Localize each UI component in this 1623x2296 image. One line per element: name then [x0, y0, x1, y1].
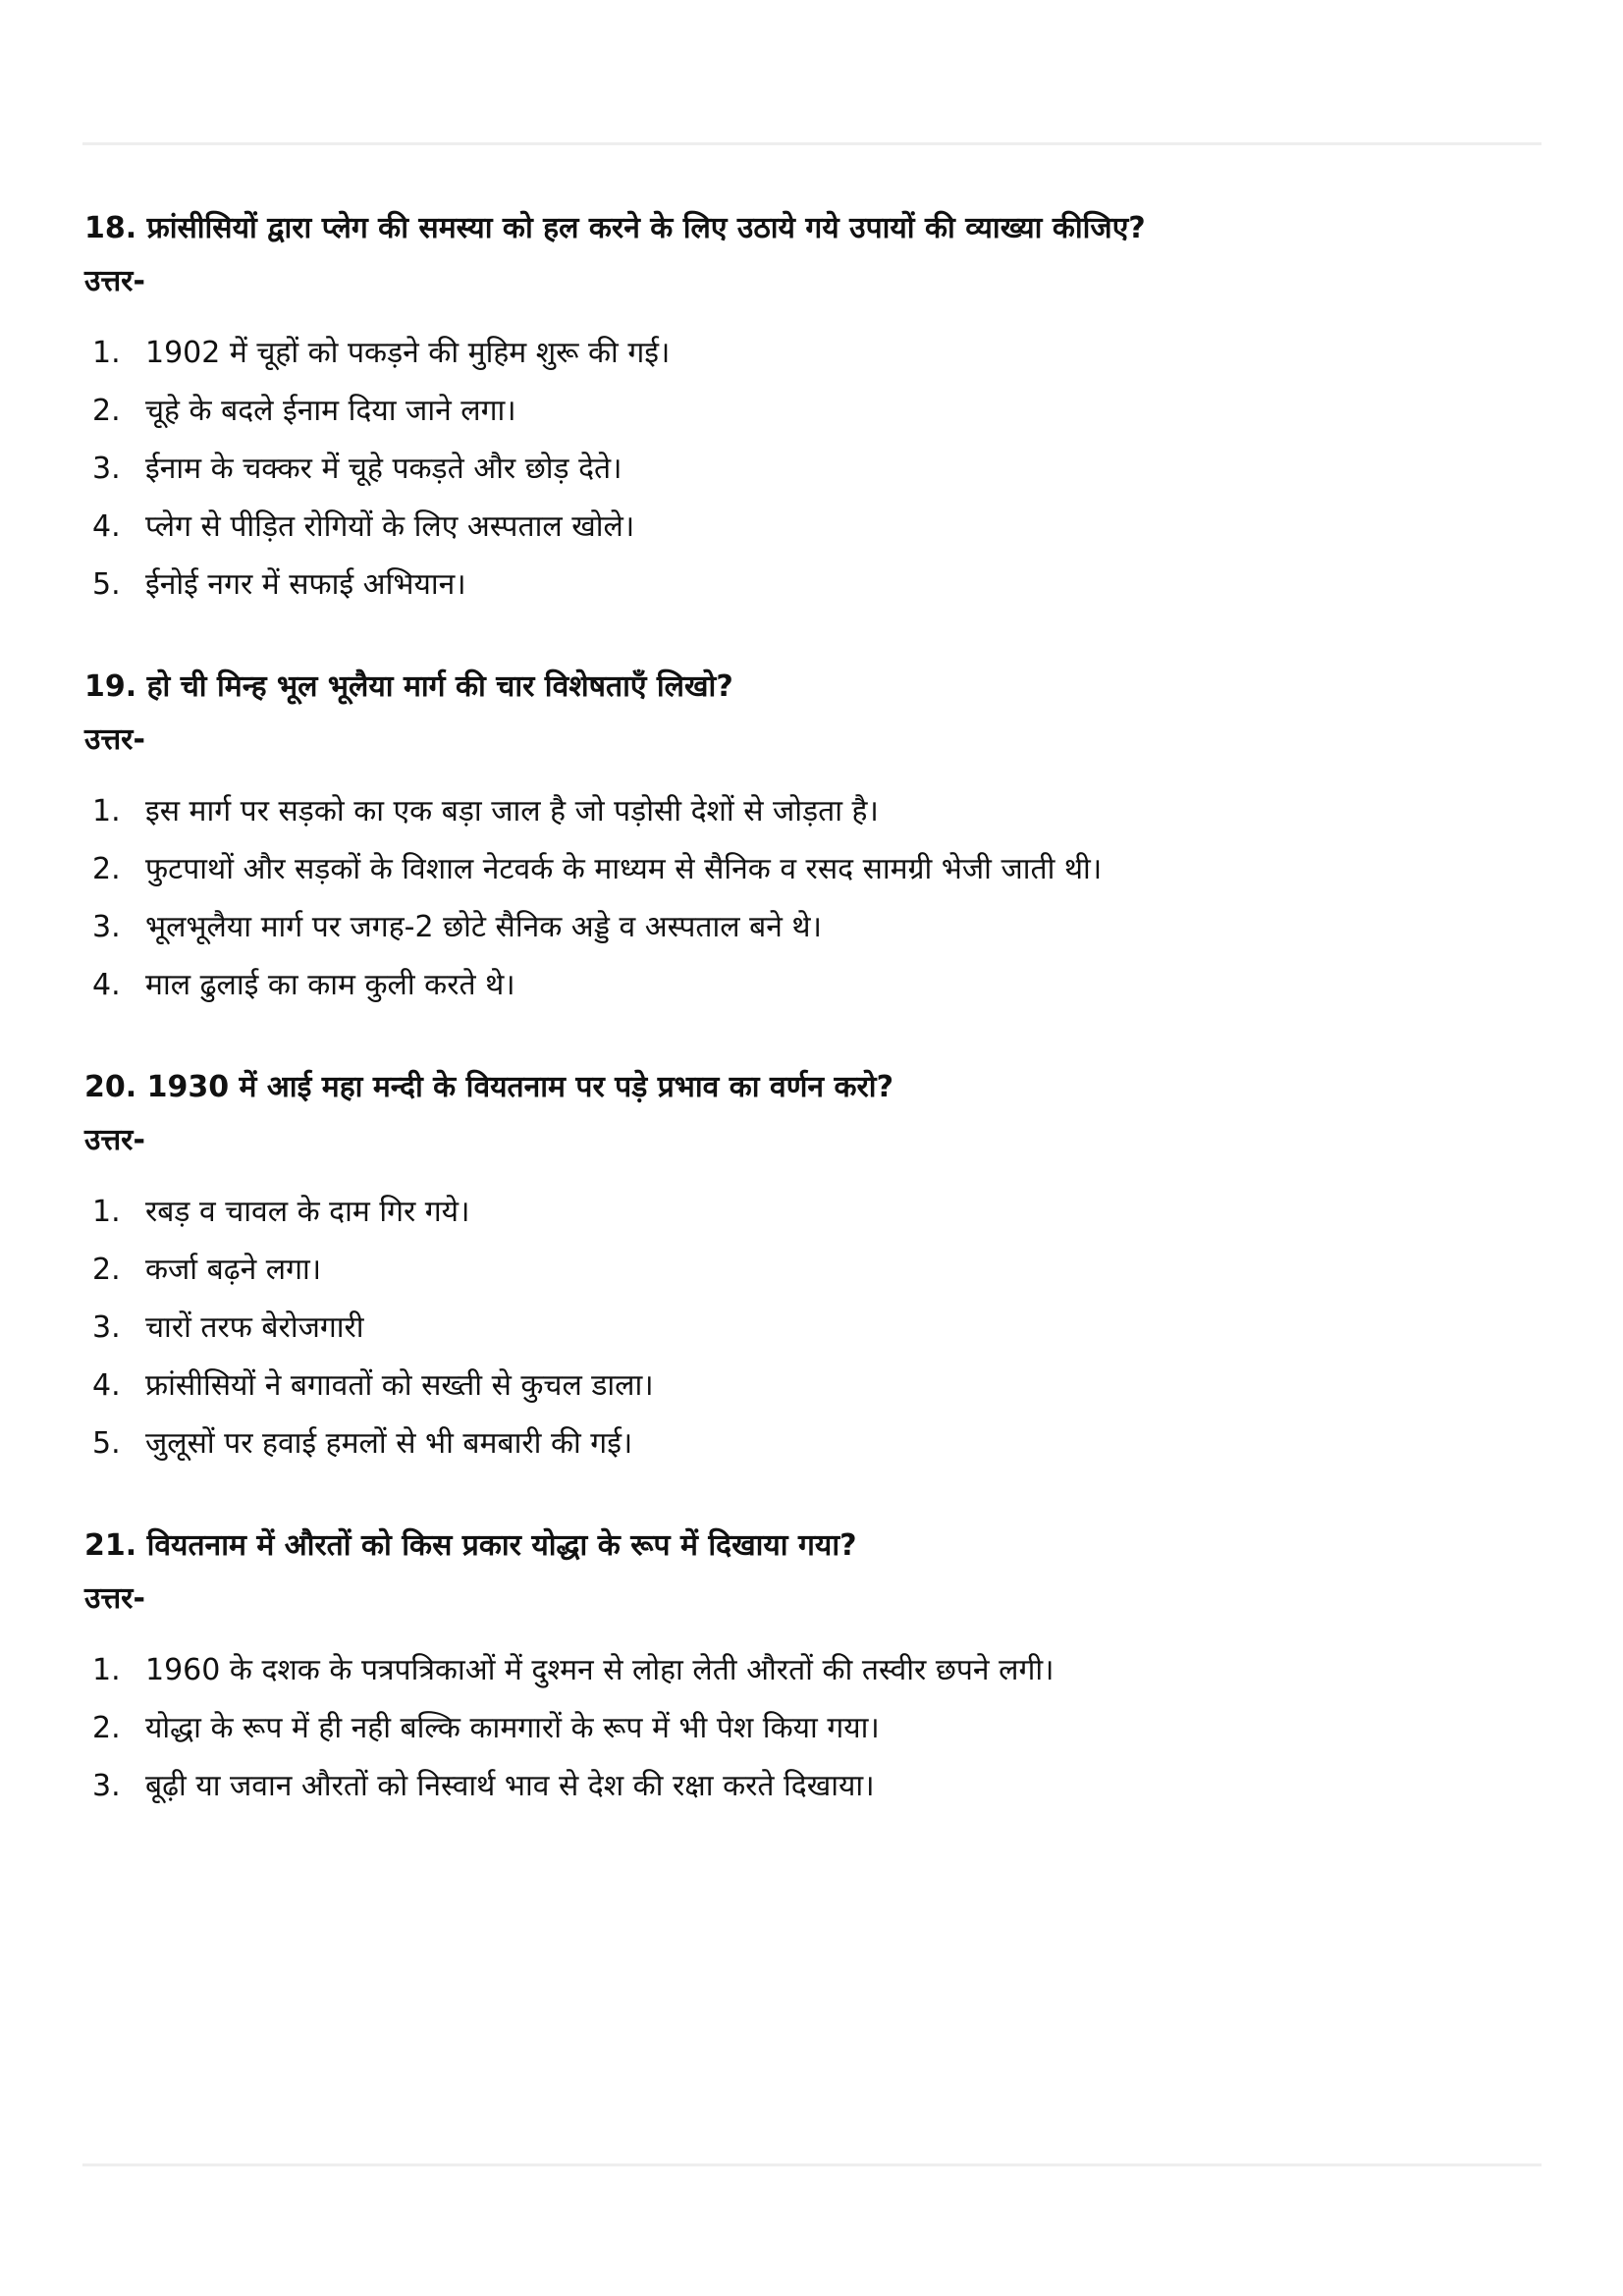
answer-item	[84, 565, 1538, 623]
answer-number: 1.	[92, 1195, 121, 1229]
answer-item	[84, 1308, 1538, 1366]
answer-number: 4.	[92, 509, 121, 544]
answer-number: 3.	[92, 1769, 121, 1803]
question-block	[84, 1525, 1538, 1825]
answer-text: योद्धा के रूप में ही नही बल्कि कामगारों के रूप में भी पेश किया गया।	[145, 1711, 880, 1745]
answer-item	[84, 792, 1538, 850]
answer-text: फुटपाथों और सड़कों के विशाल नेटवर्क के माध्यम से सैनिक व रसद सामग्री भेजी जाती थी।	[145, 852, 1103, 886]
answer-text: माल ढुलाई का काम कुली करते थे।	[145, 968, 515, 1002]
answer-text: 1902 में चूहों को पकड़ने की मुहिम शुरू की गई।	[145, 336, 671, 370]
answer-number: 5.	[92, 1426, 121, 1461]
answer-text: 1960 के दशक के पत्रपत्रिकाओं में दुश्मन से लोहा लेती औरतों की तस्वीर छपने लगी।	[145, 1653, 1055, 1687]
answer-text: भूलभूलैया मार्ग पर जगह-2 छोटे सैनिक अड्डे व अस्पताल बने थे।	[145, 910, 822, 944]
question-block	[84, 667, 1538, 1024]
question-heading: 18. फ्रांसीसियों द्वारा प्लेग की समस्या को हल करने के लिए उठाये गये उपायों की व्याख्या कीजिए?	[84, 211, 1146, 245]
question-heading: 19. हो ची मिन्ह भूल भूलैया मार्ग की चार विशेषताएँ लिखो?	[84, 669, 733, 704]
answer-text: ईनाम के चक्कर में चूहे पकड़ते और छोड़ देते।	[145, 452, 622, 486]
answer-item	[84, 334, 1538, 392]
answer-item	[84, 1424, 1538, 1482]
answer-item	[84, 850, 1538, 908]
answer-list	[84, 1193, 1538, 1482]
answer-item	[84, 1366, 1538, 1424]
answer-label: उत्तर-	[84, 1581, 145, 1616]
answer-number: 1.	[92, 336, 121, 370]
answer-text: ईनोई नगर में सफाई अभियान।	[145, 567, 466, 602]
answer-list	[84, 1651, 1538, 1825]
question-heading: 21. वियतनाम में औरतों को किस प्रकार योद्धा के रूप में दिखाया गया?	[84, 1528, 857, 1563]
answer-number: 5.	[92, 567, 121, 602]
document-body	[84, 208, 1538, 1868]
answer-list	[84, 792, 1538, 1024]
answer-item	[84, 507, 1538, 565]
answer-number: 2.	[92, 1253, 121, 1287]
answer-text: कर्जा बढ़ने लगा।	[145, 1253, 322, 1287]
answer-text: चारों तरफ बेरोजगारी	[145, 1310, 364, 1345]
answer-item	[84, 1193, 1538, 1251]
answer-item	[84, 450, 1538, 507]
question-block	[84, 1067, 1538, 1482]
answer-number: 1.	[92, 794, 121, 828]
answer-number: 2.	[92, 1711, 121, 1745]
answer-item	[84, 392, 1538, 450]
answer-item	[84, 1251, 1538, 1308]
answer-label: उत्तर-	[84, 722, 145, 757]
answer-text: रबड़ व चावल के दाम गिर गये।	[145, 1195, 470, 1229]
answer-text: इस मार्ग पर सड़को का एक बड़ा जाल है जो पड़ोसी देशों से जोड़ता है।	[145, 794, 879, 828]
answer-label: उत्तर-	[84, 264, 145, 298]
answer-item	[84, 1651, 1538, 1709]
answer-text: प्लेग से पीड़ित रोगियों के लिए अस्पताल खोले।	[145, 509, 635, 544]
answer-number: 2.	[92, 394, 121, 428]
answer-text: जुलूसों पर हवाई हमलों से भी बमबारी की गई।	[145, 1426, 633, 1461]
answer-item	[84, 966, 1538, 1024]
answer-number: 2.	[92, 852, 121, 886]
answer-item	[84, 1767, 1538, 1825]
answer-item	[84, 908, 1538, 966]
answer-text: फ्रांसीसियों ने बगावतों को सख्ती से कुचल डाला।	[145, 1368, 654, 1403]
answer-text: बूढ़ी या जवान औरतों को निस्वार्थ भाव से देश की रक्षा करते दिखाया।	[145, 1769, 875, 1803]
question-heading: 20. 1930 में आई महा मन्दी के वियतनाम पर पड़े प्रभाव का वर्णन करो?	[84, 1070, 893, 1104]
answer-list	[84, 334, 1538, 623]
answer-number: 3.	[92, 1310, 121, 1345]
answer-number: 4.	[92, 968, 121, 1002]
bottom-divider	[82, 2163, 1542, 2166]
answer-label: उत्तर-	[84, 1123, 145, 1157]
question-block	[84, 208, 1538, 623]
answer-item	[84, 1709, 1538, 1767]
answer-number: 4.	[92, 1368, 121, 1403]
answer-number: 1.	[92, 1653, 121, 1687]
top-divider	[82, 142, 1542, 145]
answer-number: 3.	[92, 452, 121, 486]
answer-number: 3.	[92, 910, 121, 944]
answer-text: चूहे के बदले ईनाम दिया जाने लगा।	[145, 394, 516, 428]
